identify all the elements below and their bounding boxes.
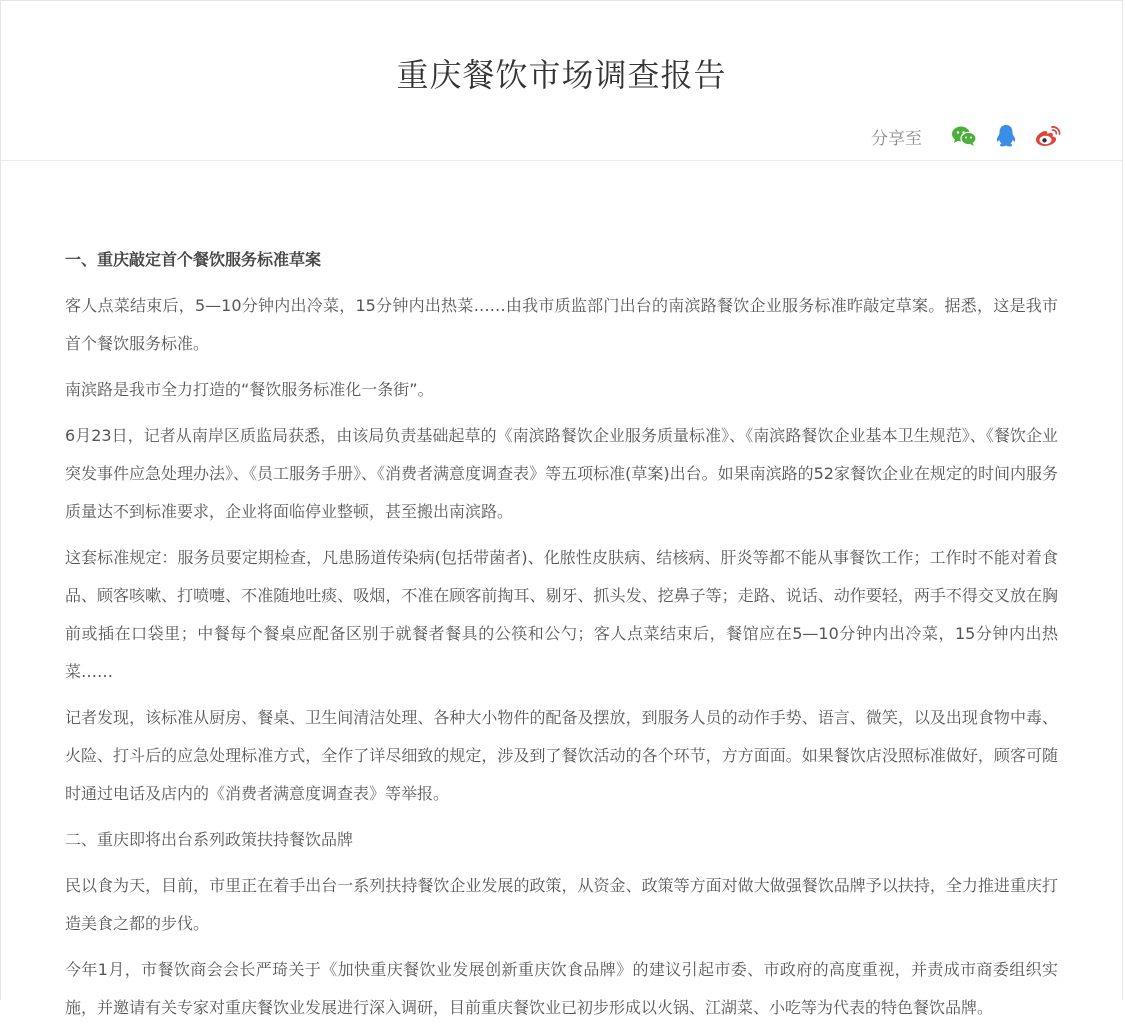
paragraph: 今年1月，市餐饮商会会长严琦关于《加快重庆餐饮业发展创新重庆饮食品牌》的建议引起市委、市政府的高度重视，并责成市商委组织实施，并邀请有关专家对重庆餐饮业发展进行深入调研，目前重庆餐饮业已初步形成以火锅、江湖菜、小吃等为代表的特色餐饮品牌。	[65, 960, 1058, 1017]
article-content	[1, 161, 1122, 1027]
wechat-icon[interactable]	[950, 122, 978, 150]
qq-icon[interactable]	[992, 122, 1020, 150]
article-title: 重庆餐饮市场调查报告	[396, 56, 727, 94]
paragraph: 6月23日，记者从南岸区质监局获悉，由该局负责基础起草的《南滨路餐饮企业服务质量标准》、《南滨路餐饮企业基本卫生规范》、《餐饮企业突发事件应急处理办法》、《员工服务手册》、《消费者满意度调查表》等五项标准(草案)出台。如果南滨路的52家餐饮企业在规定的时间内服务质量达不到标准要求，企业将面临停业整顿，甚至搬出南滨路。	[65, 426, 1058, 521]
section-heading: 二、重庆即将出台系列政策扶持餐饮品牌	[65, 830, 354, 849]
article-header	[1, 1, 1122, 161]
paragraph: 民以食为天，目前，市里正在着手出台一系列扶持餐饮企业发展的政策，从资金、政策等方面对做大做强餐饮品牌予以扶持，全力推进重庆打造美食之都的步伐。	[65, 876, 1058, 933]
share-label: 分享至	[871, 128, 922, 149]
share-bar	[871, 121, 1062, 151]
paragraph: 这套标准规定：服务员要定期检查，凡患肠道传染病(包括带菌者)、化脓性皮肤病、结核病、肝炎等都不能从事餐饮工作；工作时不能对着食品、顾客咳嗽、打喷嚏、不准随地吐痰、吸烟，不准在顾客前掏耳、剔牙、抓头发、挖鼻子等；走路、说话、动作要轻，两手不得交叉放在胸前或插在口袋里；中餐每个餐桌应配备区别于就餐者餐具的公筷和公勺；客人点菜结束后，餐馆应在5—10分钟内出冷菜，15分钟内出热菜……	[65, 548, 1058, 681]
paragraph: 客人点菜结束后，5—10分钟内出冷菜，15分钟内出热菜……由我市质监部门出台的南滨路餐饮企业服务标准昨敲定草案。据悉，这是我市首个餐饮服务标准。	[65, 296, 1058, 353]
section-heading: 一、重庆敲定首个餐饮服务标准草案	[65, 250, 322, 269]
paragraph: 记者发现，该标准从厨房、餐桌、卫生间清洁处理、各种大小物件的配备及摆放，到服务人员的动作手势、语言、微笑，以及出现食物中毒、火险、打斗后的应急处理标准方式，全作了详尽细致的规定，涉及到了餐饮活动的各个环节，方方面面。如果餐饮店没照标准做好，顾客可随时通过电话及店内的《消费者满意度调查表》等举报。	[65, 708, 1058, 803]
weibo-icon[interactable]	[1034, 122, 1062, 150]
paragraph: 南滨路是我市全力打造的“餐饮服务标准化一条街”。	[65, 380, 434, 399]
